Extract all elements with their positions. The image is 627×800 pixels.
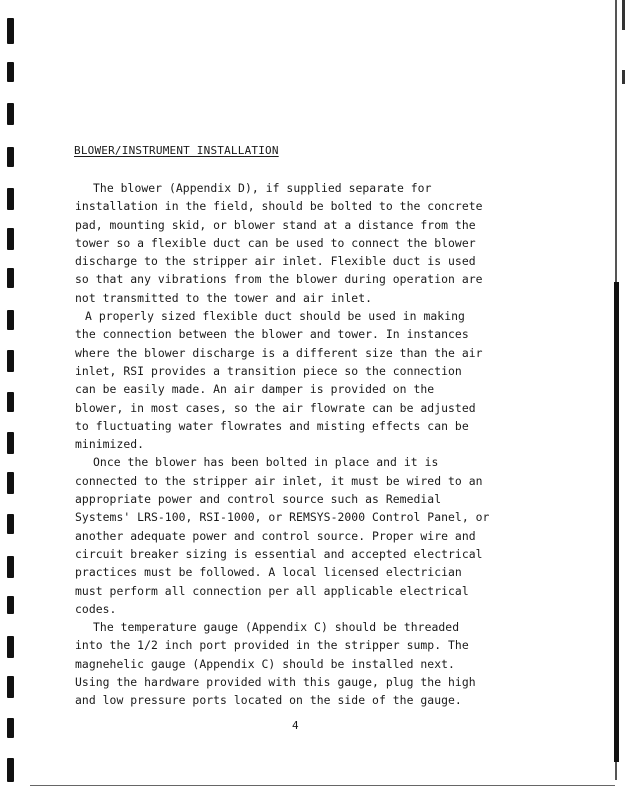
- page-number: 4: [292, 719, 299, 732]
- text-line: Using the hardware provided with this gauge, plug the high: [75, 675, 476, 690]
- binder-hole-mark: [7, 228, 14, 250]
- text-line: to fluctuating water flowrates and misting effects can be: [75, 418, 469, 433]
- text-line: appropriate power and control source such as Remedial: [75, 492, 442, 507]
- text-line: Once the blower has been bolted in place and it is: [93, 455, 439, 470]
- binder-hole-mark: [7, 758, 14, 782]
- section-heading: BLOWER/INSTRUMENT INSTALLATION: [74, 144, 279, 157]
- binder-hole-mark: [7, 596, 14, 614]
- scan-edge-dash: [622, 0, 625, 30]
- binder-hole-mark: [7, 268, 14, 288]
- text-line: codes.: [75, 601, 117, 616]
- binder-hole-mark: [7, 718, 14, 738]
- text-line: Systems' LRS-100, RSI-1000, or REMSYS-2000 Control Panel, or: [75, 510, 490, 525]
- text-line: inlet, RSI provides a transition piece so the connection: [75, 363, 462, 378]
- text-line: another adequate power and control source. Proper wire and: [75, 528, 476, 543]
- text-line: so that any vibrations from the blower during operation are: [75, 272, 483, 287]
- binder-hole-mark: [7, 676, 14, 698]
- text-line: and low pressure ports located on the side of the gauge.: [75, 693, 462, 708]
- text-line: The blower (Appendix D), if supplied separate for: [93, 181, 432, 195]
- text-line: can be easily made. An air damper is provided on the: [75, 382, 435, 397]
- binder-hole-mark: [7, 188, 14, 210]
- text-line: A properly sized flexible duct should be used in making: [85, 309, 465, 324]
- body-text: [75, 179, 535, 710]
- text-line: pad, mounting skid, or blower stand at a distance from the: [75, 217, 476, 232]
- binder-hole-mark: [7, 18, 14, 44]
- binder-hole-mark: [7, 147, 14, 167]
- binder-hole-mark: [7, 636, 14, 658]
- text-line: must perform all connection per all applicable electrical: [75, 583, 469, 598]
- text-line: discharge to the stripper air inlet. Flexible duct is used: [75, 254, 476, 269]
- text-line: minimized.: [75, 437, 145, 452]
- text-line: where the blower discharge is a different size than the air: [75, 345, 483, 360]
- text-line: The temperature gauge (Appendix C) should be threaded: [93, 620, 460, 635]
- text-line: installation in the field, should be bolted to the concrete: [75, 199, 483, 214]
- binder-hole-mark: [7, 472, 14, 494]
- scan-edge-dash: [622, 70, 625, 84]
- binder-hole-mark: [7, 103, 14, 125]
- text-line: into the 1/2 inch port provided in the stripper sump. The: [75, 638, 469, 653]
- text-line: blower, in most cases, so the air flowrate can be adjusted: [75, 400, 476, 415]
- text-line: magnehelic gauge (Appendix C) should be installed next.: [75, 656, 455, 671]
- text-line: not transmitted to the tower and air inlet.: [75, 290, 373, 305]
- binder-hole-mark: [7, 392, 14, 412]
- binder-hole-mark: [7, 62, 14, 82]
- text-line: circuit breaker sizing is essential and accepted electrical: [75, 546, 483, 561]
- binder-hole-mark: [7, 514, 14, 534]
- text-line: practices must be followed. A local licensed electrician: [75, 565, 462, 580]
- binder-hole-mark: [7, 350, 14, 372]
- text-line: connected to the stripper air inlet, it must be wired to an: [75, 473, 483, 488]
- binder-hole-mark: [7, 432, 14, 454]
- binder-hole-mark: [7, 556, 14, 578]
- text-line: the connection between the blower and tower. In instances: [75, 327, 469, 342]
- scan-edge-bar: [614, 282, 619, 762]
- text-line: tower so a flexible duct can be used to connect the blower: [75, 235, 476, 250]
- scan-bottom-line: [30, 785, 615, 786]
- binder-hole-mark: [7, 310, 14, 330]
